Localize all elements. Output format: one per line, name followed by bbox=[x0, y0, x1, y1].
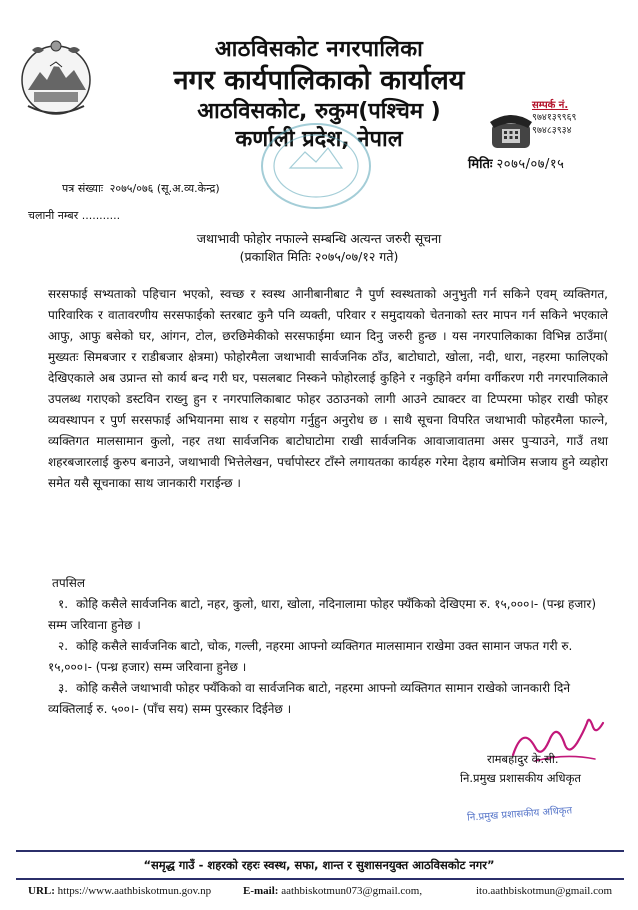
list-item bbox=[48, 594, 608, 636]
list-item bbox=[48, 636, 608, 678]
province-country: कर्णाली प्रदेश, नेपाल bbox=[235, 127, 403, 152]
email-link-2[interactable]: ito.aathbiskotmun@gmail.com bbox=[476, 885, 613, 897]
footer-url bbox=[28, 885, 211, 897]
telephone-icon bbox=[488, 108, 534, 152]
list-item-text: कोहि कसैले सार्वजनिक बाटो, नहर, कुलो, धारा, खोला, नदिनालामा फोहर फ्यँकिको देखिएमा रु. १५,०००।- (पन्ध्र हजार) सम्म जरिवाना हुनेछ । bbox=[48, 597, 597, 632]
list-item-text: कोहि कसैले सार्वजनिक बाटो, चोक, गल्ली, नहरमा आफ्नो व्यक्तिगत मालसामान राखेमा उक्त सामान जफत गरी रु. १५,०००।- (पन्ध्र हजार) सम्म जरिवाना हुनेछ । bbox=[48, 639, 573, 674]
contact-box bbox=[532, 97, 632, 137]
signatory-designation: नि.प्रमुख प्रशासकीय अधिकृत bbox=[460, 771, 581, 785]
list-item-number: १. bbox=[58, 597, 69, 611]
letter-date bbox=[468, 154, 564, 172]
list-item-number: ३. bbox=[58, 681, 69, 695]
municipality-name: आठविसकोट नगरपालिका bbox=[214, 37, 424, 62]
list-item bbox=[48, 678, 608, 720]
footer-divider-bottom bbox=[16, 878, 624, 880]
dispatch-dots: ........... bbox=[81, 209, 121, 222]
website-link[interactable]: https://www.aathbiskotmun.gov.np bbox=[57, 885, 212, 897]
footer-divider-top bbox=[16, 850, 624, 852]
signatory-name: रामबहादुर के.सी. bbox=[487, 752, 559, 766]
footer-email bbox=[243, 885, 422, 897]
notice-title: जथाभावी फोहोर नफाल्ने सम्बन्धि अत्यन्त जरुरी सूचना bbox=[196, 231, 442, 246]
list-item-number: २. bbox=[58, 639, 69, 653]
reference-label: पत्र संख्याः bbox=[62, 182, 104, 195]
list-item-text: कोहि कसैले जथाभावी फोहर फ्यँकिको वा सार्वजनिक बाटो, नहरमा आफ्नो व्यक्तिगत सामान राखेको जानकारी दिने व्यक्तिलाई रु. ५००।- (पाँच सय) सम्म पुरस्कार दिईनेछ । bbox=[48, 681, 571, 716]
reference-value: २०७५/०७६ (सू.अ.व्य.केन्द्र) bbox=[109, 182, 220, 195]
dispatch-number bbox=[28, 208, 120, 223]
email-link-1[interactable]: aathbiskotmun073@gmail.com, bbox=[281, 885, 423, 897]
contact-label: सम्पर्क नं. bbox=[532, 100, 569, 111]
notice-heading bbox=[0, 230, 638, 266]
date-label: मितिः bbox=[468, 157, 493, 172]
contact-number-1: ९७४१३९९६९ bbox=[532, 112, 577, 123]
list-heading: तपसिल bbox=[52, 576, 86, 590]
reference-number bbox=[62, 181, 223, 196]
office-location: आठविसकोट, रुकुम(पश्चिम ) bbox=[197, 99, 441, 124]
notice-body: सरसफाई सभ्यताको पहिचान भएको, स्वच्छ र स्वस्थ आनीबानीबाट नै पुर्ण स्वस्थताको अनुभुती गर्न सकिने एवम् व्यक्तिगत, पारिवारिक र वातावरणीय सरसफाईको स्तरबाट कुनै पनि व्यक्ती, परिवार र समुदायको चेतनाको स्तर मापन गर्न सकिने भएकाले आफु, आफु बसेको घर, आंगन, टोल, छरछिमेकीको सरसफाईमा ध्यान दिनु जरुरी हुन्छ । यस नगरपालिकाका विभिन्न ठाउँमा( मुख्यतः सिमबजार र राडीबजार क्षेत्रमा) फोहोरमैला जथाभावी सार्वजनिक ठाँउ, बाटोघाटो, खोला, नदी, धारा, नहरमा फालिएको देखिएकाले अब उप्रान्त सो कार्य बन्द गरी घर, पसलबाट निस्कने फोहोरलाई कुहिने र नकुहिने वर्गमा वर्गीकरण गरी नगरपालिकाले उपलब्ध गराएको डस्टविन राख्नु हुन र नगरपालिकाबाट फोहर उठाउनको लागी आउने ट्याक्टर वा टिप्परमा फोहर राखी फोहर व्यवस्थापन र पुर्ण सरसफाई अभियानमा साथ र सहयोग गर्नुहुन अनुरोध छ । साथै सूचना विपरित जथाभावी फोहरमैला फाल्ने, व्यक्तिगत मालसामान कुलो, नहर तथा सार्वजनिक बाटोघाटोमा राखी सार्वजनिक आवाजावातमा असर पुऱ्याउने, गाउँ तथा शहरबजारलाई कुरुप बनाउने, जथाभावी भित्तेलेखन, पर्चापोस्टर टाँस्ने लगायतका कार्यहरु गरेमा देहाय बमोजिम सजाय हुने व्यहोरा समेत यसै सूचनाका साथ जानकारी गराईन्छ । bbox=[48, 287, 608, 490]
office-seal bbox=[250, 118, 380, 218]
email-label: E-mail: bbox=[243, 885, 279, 897]
published-date: (प्रकाशित मितिः २०७५/०७/१२ गते) bbox=[239, 249, 399, 264]
designation-stamp: नि.प्रमुख प्रशासकीय अधिकृत bbox=[466, 805, 573, 824]
nepal-emblem-icon bbox=[14, 36, 98, 120]
date-value: २०७५/०७/१५ bbox=[496, 157, 565, 172]
penalty-list bbox=[48, 573, 608, 720]
url-label: URL: bbox=[28, 885, 55, 897]
office-name: नगर कार्यपालिकाको कार्यालय bbox=[173, 65, 465, 96]
dispatch-label: चलानी नम्बर bbox=[28, 209, 79, 222]
footer-slogan: “समृद्ध गाउँ - शहरको रहरः स्वस्थ, सफा, शान्त र सुशासनयुक्त आठविसकोट नगर” bbox=[143, 858, 495, 872]
contact-number-2: ९७४८३९३४ bbox=[532, 125, 572, 136]
